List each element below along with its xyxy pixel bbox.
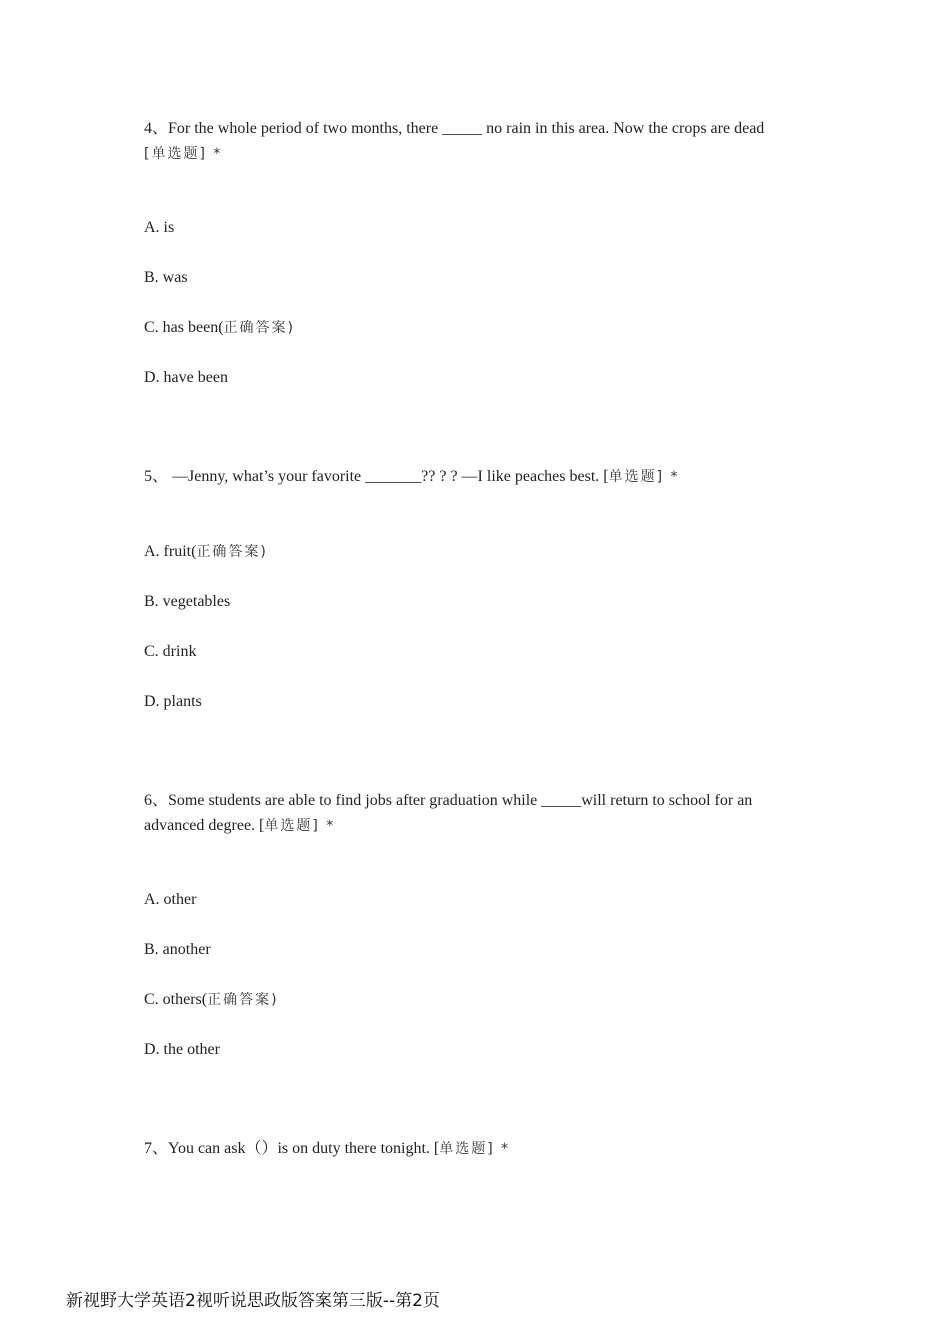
question-5-option-d: D. plants	[144, 693, 202, 710]
question-6-type-tag: 单选题] *	[264, 818, 336, 834]
question-6-option-a: A. other	[144, 891, 197, 908]
question-6-text: 6、Some students are able to find jobs after graduation while _____will return to school for an advanced degree. [	[144, 792, 753, 834]
correct-answer-mark: 正确答案)	[207, 992, 279, 1008]
question-6-option-d: D. the other	[144, 1041, 220, 1058]
question-5-type-tag: 单选题] *	[608, 469, 680, 485]
question-6-option-b: B. another	[144, 941, 211, 958]
question-4-option-a: A. is	[144, 219, 175, 236]
question-4-option-d: D. have been	[144, 369, 228, 386]
question-4-stem	[144, 116, 814, 167]
question-6-option-c: C. others(正确答案)	[144, 991, 279, 1008]
question-5-option-c: C. drink	[144, 643, 197, 660]
question-5-option-a: A. fruit(正确答案)	[144, 543, 268, 560]
question-4-option-c: C. has been(正确答案)	[144, 319, 295, 336]
question-5-option-b: B. vegetables	[144, 593, 231, 610]
correct-answer-mark: 正确答案)	[196, 544, 268, 560]
question-7-text: 7、You can ask（）is on duty there tonight. [	[144, 1140, 440, 1157]
question-7-stem	[144, 1136, 814, 1162]
question-4-text: 4、For the whole period of two months, there _____ no rain in this area. Now the crops are dead	[144, 120, 765, 137]
page-footer: 新视野大学英语2视听说思政版答案第三版--第2页	[66, 1291, 440, 1311]
question-4-option-b: B. was	[144, 269, 188, 286]
question-6-stem	[144, 788, 814, 839]
question-7-type-tag: 单选题] *	[439, 1141, 511, 1157]
question-5-stem	[144, 464, 814, 490]
correct-answer-mark: 正确答案)	[223, 320, 295, 336]
question-5-text: 5、 —Jenny, what’s your favorite _______?? ? ? —I like peaches best. [	[144, 468, 609, 485]
question-4-type-tag: [单选题] *	[144, 146, 223, 162]
